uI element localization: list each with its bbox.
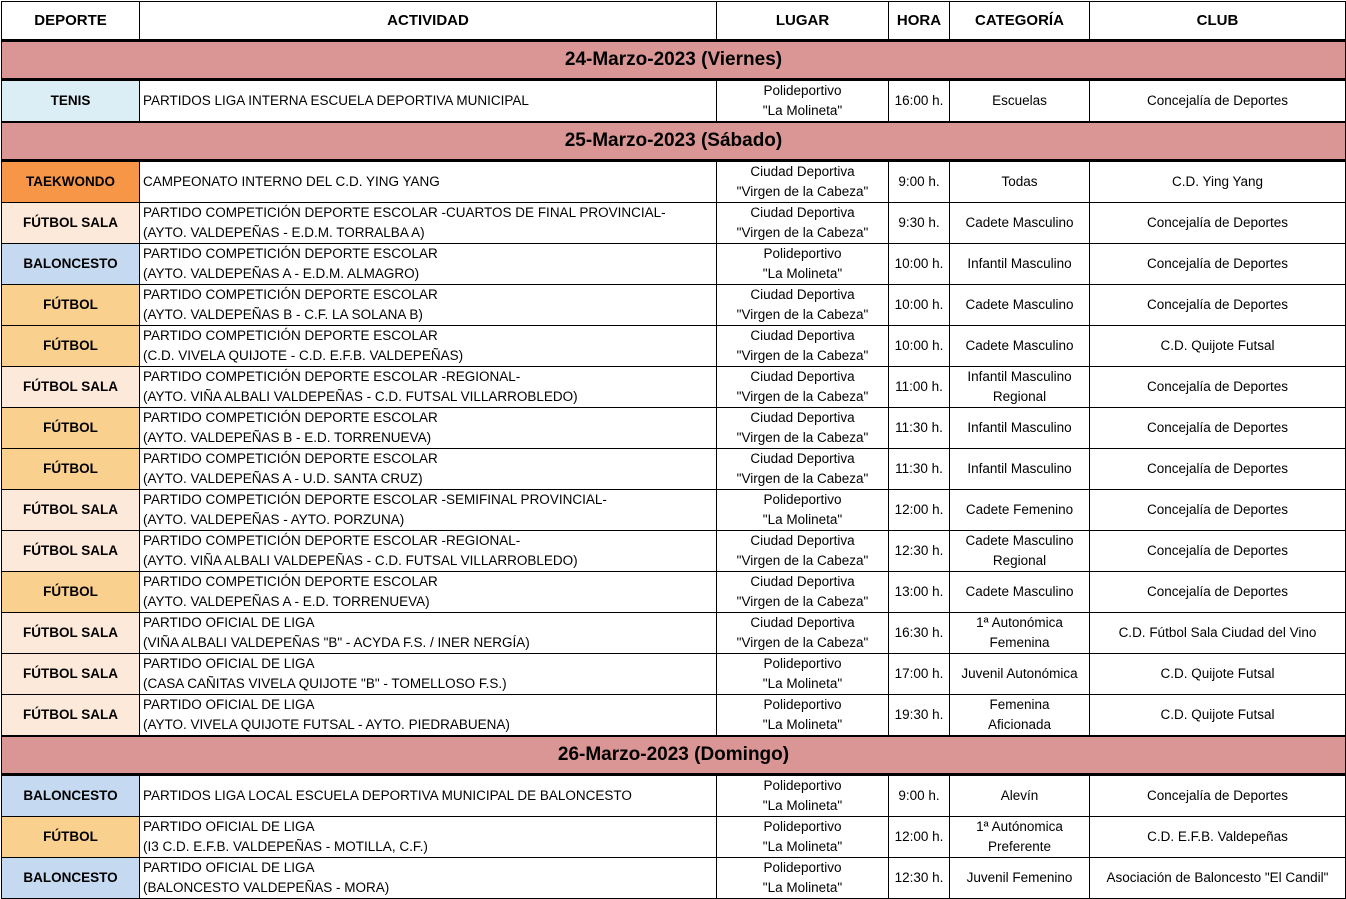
sport-cell: BALONCESTO <box>2 775 140 817</box>
time-cell: 19:30 h. <box>889 695 950 737</box>
activity-cell <box>140 695 717 737</box>
category-cell <box>950 244 1090 285</box>
venue-line-1: Ciudad Deportiva <box>750 533 855 548</box>
category-cell <box>950 817 1090 858</box>
venue-cell <box>717 613 889 654</box>
event-row <box>2 654 1346 695</box>
activity-line-2: (CASA CAÑITAS VIVELA QUIJOTE "B" - TOMELLOSO F.S.) <box>143 676 507 691</box>
club-cell: Concejalía de Deportes <box>1090 408 1346 449</box>
venue-cell <box>717 490 889 531</box>
category-line-2: Regional <box>992 389 1047 404</box>
event-row <box>2 858 1346 899</box>
event-row <box>2 613 1346 654</box>
club-cell: C.D. Ying Yang <box>1090 161 1346 203</box>
venue-line-2: "Virgen de la Cabeza" <box>736 307 869 322</box>
activity-line-2: (AYTO. VALDEPEÑAS A - E.D. TORRENUEVA) <box>143 594 430 609</box>
activity-line-2: (I3 C.D. E.F.B. VALDEPEÑAS - MOTILLA, C.F.) <box>143 839 428 854</box>
activity-cell <box>140 775 717 817</box>
category-line-2: Aficionada <box>987 717 1052 732</box>
activity-cell <box>140 326 717 367</box>
sport-cell: BALONCESTO <box>2 858 140 899</box>
category-line-1: Cadete Masculino <box>965 533 1074 548</box>
category-cell <box>950 449 1090 490</box>
venue-line-2: "Virgen de la Cabeza" <box>736 553 869 568</box>
category-line-1: Escuelas <box>992 93 1047 108</box>
venue-line-1: Ciudad Deportiva <box>750 205 855 220</box>
venue-cell <box>717 572 889 613</box>
activity-line-2: (AYTO. VALDEPEÑAS A - U.D. SANTA CRUZ) <box>143 471 423 486</box>
day-title: 24-Marzo-2023 (Viernes) <box>2 41 1346 80</box>
activity-line-2: (AYTO. VALDEPEÑAS B - C.F. LA SOLANA B) <box>143 307 423 322</box>
venue-line-1: Ciudad Deportiva <box>750 328 855 343</box>
activity-line-2: (VIÑA ALBALI VALDEPEÑAS "B" - ACYDA F.S. / INER NERGÍA) <box>143 635 530 650</box>
day-header-row <box>2 736 1346 775</box>
activity-line-1: PARTIDO COMPETICIÓN DEPORTE ESCOLAR <box>143 328 438 343</box>
time-cell: 16:00 h. <box>889 80 950 123</box>
event-row <box>2 244 1346 285</box>
activity-cell <box>140 408 717 449</box>
time-cell: 11:00 h. <box>889 367 950 408</box>
category-cell <box>950 654 1090 695</box>
activity-line-2: (BALONCESTO VALDEPEÑAS - MORA) <box>143 880 390 895</box>
category-line-2: Femenina <box>989 635 1050 650</box>
day-title: 26-Marzo-2023 (Domingo) <box>2 736 1346 775</box>
venue-line-2: "La Molineta" <box>762 103 843 118</box>
event-row <box>2 326 1346 367</box>
category-line-1: Infantil Masculino <box>967 369 1072 384</box>
activity-line-1: PARTIDO COMPETICIÓN DEPORTE ESCOLAR -CUARTOS DE FINAL PROVINCIAL- <box>143 205 666 220</box>
venue-cell <box>717 408 889 449</box>
venue-cell <box>717 203 889 244</box>
category-cell <box>950 326 1090 367</box>
time-cell: 10:00 h. <box>889 326 950 367</box>
category-line-1: Femenina <box>989 697 1050 712</box>
sport-cell: FÚTBOL SALA <box>2 531 140 572</box>
venue-cell <box>717 326 889 367</box>
category-cell <box>950 695 1090 737</box>
category-cell <box>950 858 1090 899</box>
venue-line-2: "Virgen de la Cabeza" <box>736 471 869 486</box>
sport-cell: FÚTBOL <box>2 326 140 367</box>
activity-cell <box>140 161 717 203</box>
venue-cell <box>717 285 889 326</box>
activity-line-1: PARTIDO OFICIAL DE LIGA <box>143 860 315 875</box>
time-cell: 12:30 h. <box>889 531 950 572</box>
club-cell: Concejalía de Deportes <box>1090 203 1346 244</box>
activity-cell <box>140 244 717 285</box>
sport-cell: TENIS <box>2 80 140 123</box>
activity-line-1: PARTIDOS LIGA LOCAL ESCUELA DEPORTIVA MUNICIPAL DE BALONCESTO <box>143 788 632 803</box>
venue-cell <box>717 449 889 490</box>
sport-cell: TAEKWONDO <box>2 161 140 203</box>
time-cell: 11:30 h. <box>889 408 950 449</box>
venue-line-1: Ciudad Deportiva <box>750 369 855 384</box>
venue-cell <box>717 775 889 817</box>
club-cell: Concejalía de Deportes <box>1090 449 1346 490</box>
venue-line-2: "Virgen de la Cabeza" <box>736 430 869 445</box>
category-cell <box>950 572 1090 613</box>
venue-line-2: "La Molineta" <box>762 512 843 527</box>
venue-line-1: Ciudad Deportiva <box>750 574 855 589</box>
venue-line-2: "Virgen de la Cabeza" <box>736 184 869 199</box>
event-row <box>2 285 1346 326</box>
venue-line-2: "La Molineta" <box>762 676 843 691</box>
event-row <box>2 449 1346 490</box>
venue-line-1: Ciudad Deportiva <box>750 164 855 179</box>
category-cell <box>950 490 1090 531</box>
club-cell: Concejalía de Deportes <box>1090 367 1346 408</box>
venue-line-2: "Virgen de la Cabeza" <box>736 594 869 609</box>
time-cell: 12:30 h. <box>889 858 950 899</box>
schedule-body <box>2 41 1346 899</box>
sport-cell: FÚTBOL SALA <box>2 367 140 408</box>
activity-cell <box>140 531 717 572</box>
time-cell: 10:00 h. <box>889 244 950 285</box>
club-cell: Concejalía de Deportes <box>1090 531 1346 572</box>
venue-line-2: "La Molineta" <box>762 266 843 281</box>
venue-line-1: Polideportivo <box>763 778 842 793</box>
club-cell: Concejalía de Deportes <box>1090 775 1346 817</box>
event-row <box>2 203 1346 244</box>
event-row <box>2 80 1346 123</box>
venue-line-1: Ciudad Deportiva <box>750 615 855 630</box>
venue-line-2: "Virgen de la Cabeza" <box>736 348 869 363</box>
activity-line-1: PARTIDO COMPETICIÓN DEPORTE ESCOLAR <box>143 574 438 589</box>
activity-cell <box>140 858 717 899</box>
category-line-1: 1ª Autónomica <box>976 819 1063 834</box>
activity-cell <box>140 367 717 408</box>
activity-line-1: PARTIDO OFICIAL DE LIGA <box>143 615 315 630</box>
activity-line-2: (AYTO. VALDEPEÑAS A - E.D.M. ALMAGRO) <box>143 266 420 281</box>
category-cell <box>950 285 1090 326</box>
venue-line-2: "Virgen de la Cabeza" <box>736 225 869 240</box>
sport-cell: FÚTBOL SALA <box>2 613 140 654</box>
venue-line-1: Polideportivo <box>763 697 842 712</box>
venue-line-1: Ciudad Deportiva <box>750 410 855 425</box>
sport-cell: FÚTBOL SALA <box>2 203 140 244</box>
day-title: 25-Marzo-2023 (Sábado) <box>2 122 1346 161</box>
venue-cell <box>717 817 889 858</box>
activity-line-2: (AYTO. VALDEPEÑAS - AYTO. PORZUNA) <box>143 512 405 527</box>
activity-line-2: (AYTO. VALDEPEÑAS B - E.D. TORRENUEVA) <box>143 430 432 445</box>
activity-cell <box>140 80 717 123</box>
category-line-1: Alevín <box>1000 788 1039 803</box>
venue-cell <box>717 161 889 203</box>
event-row <box>2 531 1346 572</box>
venue-line-2: "La Molineta" <box>762 839 843 854</box>
category-line-1: Cadete Femenino <box>965 502 1074 517</box>
day-header-row <box>2 41 1346 80</box>
activity-line-2: (AYTO. VIVELA QUIJOTE FUTSAL - AYTO. PIEDRABUENA) <box>143 717 510 732</box>
category-cell <box>950 203 1090 244</box>
header-deporte: DEPORTE <box>2 2 140 41</box>
time-cell: 12:00 h. <box>889 817 950 858</box>
activity-cell <box>140 285 717 326</box>
category-line-1: Cadete Masculino <box>965 338 1074 353</box>
club-cell: Concejalía de Deportes <box>1090 285 1346 326</box>
club-cell: Concejalía de Deportes <box>1090 80 1346 123</box>
category-line-1: Cadete Masculino <box>965 215 1074 230</box>
time-cell: 9:30 h. <box>889 203 950 244</box>
sport-cell: FÚTBOL <box>2 449 140 490</box>
club-cell: C.D. Quijote Futsal <box>1090 654 1346 695</box>
sport-cell: FÚTBOL <box>2 285 140 326</box>
category-cell <box>950 80 1090 123</box>
event-row <box>2 775 1346 817</box>
time-cell: 9:00 h. <box>889 775 950 817</box>
header-actividad: ACTIVIDAD <box>140 2 717 41</box>
activity-line-2: (C.D. VIVELA QUIJOTE - C.D. E.F.B. VALDEPEÑAS) <box>143 348 464 363</box>
category-cell <box>950 161 1090 203</box>
activity-line-1: PARTIDO OFICIAL DE LIGA <box>143 656 315 671</box>
event-row <box>2 408 1346 449</box>
activity-line-1: PARTIDO COMPETICIÓN DEPORTE ESCOLAR <box>143 287 438 302</box>
venue-line-2: "Virgen de la Cabeza" <box>736 389 869 404</box>
category-line-1: Infantil Masculino <box>967 256 1072 271</box>
category-line-1: Juvenil Femenino <box>966 870 1073 885</box>
venue-line-1: Polideportivo <box>763 83 842 98</box>
category-cell <box>950 367 1090 408</box>
category-line-1: Cadete Masculino <box>965 297 1074 312</box>
venue-cell <box>717 244 889 285</box>
time-cell: 10:00 h. <box>889 285 950 326</box>
sport-cell: FÚTBOL SALA <box>2 695 140 737</box>
club-cell: Concejalía de Deportes <box>1090 572 1346 613</box>
schedule-table <box>1 1 1346 899</box>
activity-line-1: PARTIDO COMPETICIÓN DEPORTE ESCOLAR -REGIONAL- <box>143 533 521 548</box>
venue-line-2: "La Molineta" <box>762 880 843 895</box>
time-cell: 11:30 h. <box>889 449 950 490</box>
activity-line-1: PARTIDO COMPETICIÓN DEPORTE ESCOLAR <box>143 410 438 425</box>
category-line-2: Regional <box>992 553 1047 568</box>
club-cell: Asociación de Baloncesto "El Candil" <box>1090 858 1346 899</box>
category-cell <box>950 775 1090 817</box>
sport-cell: FÚTBOL <box>2 408 140 449</box>
activity-cell <box>140 449 717 490</box>
activity-cell <box>140 203 717 244</box>
activity-line-1: PARTIDO COMPETICIÓN DEPORTE ESCOLAR -REGIONAL- <box>143 369 521 384</box>
club-cell: Concejalía de Deportes <box>1090 490 1346 531</box>
time-cell: 13:00 h. <box>889 572 950 613</box>
category-line-1: Cadete Masculino <box>965 584 1074 599</box>
category-line-1: Infantil Masculino <box>967 420 1072 435</box>
venue-cell <box>717 695 889 737</box>
venue-cell <box>717 858 889 899</box>
venue-line-1: Ciudad Deportiva <box>750 451 855 466</box>
event-row <box>2 161 1346 203</box>
event-row <box>2 817 1346 858</box>
sport-cell: FÚTBOL <box>2 817 140 858</box>
venue-cell <box>717 367 889 408</box>
event-row <box>2 572 1346 613</box>
event-row <box>2 490 1346 531</box>
category-cell <box>950 531 1090 572</box>
venue-line-2: "La Molineta" <box>762 798 843 813</box>
club-cell: C.D. E.F.B. Valdepeñas <box>1090 817 1346 858</box>
time-cell: 16:30 h. <box>889 613 950 654</box>
venue-line-1: Polideportivo <box>763 246 842 261</box>
time-cell: 9:00 h. <box>889 161 950 203</box>
header-hora: HORA <box>889 2 950 41</box>
club-cell: C.D. Quijote Futsal <box>1090 326 1346 367</box>
category-line-1: Infantil Masculino <box>967 461 1072 476</box>
activity-line-1: PARTIDOS LIGA INTERNA ESCUELA DEPORTIVA MUNICIPAL <box>143 93 529 108</box>
activity-cell <box>140 613 717 654</box>
sport-cell: FÚTBOL SALA <box>2 490 140 531</box>
activity-cell <box>140 490 717 531</box>
sport-cell: FÚTBOL <box>2 572 140 613</box>
activity-line-1: PARTIDO OFICIAL DE LIGA <box>143 697 315 712</box>
club-cell: C.D. Quijote Futsal <box>1090 695 1346 737</box>
activity-cell <box>140 572 717 613</box>
category-cell <box>950 613 1090 654</box>
venue-line-1: Ciudad Deportiva <box>750 287 855 302</box>
activity-cell <box>140 817 717 858</box>
category-line-1: Juvenil Autonómica <box>961 666 1078 681</box>
venue-line-1: Polideportivo <box>763 819 842 834</box>
venue-line-2: "La Molineta" <box>762 717 843 732</box>
day-header-row <box>2 122 1346 161</box>
activity-line-2: (AYTO. VIÑA ALBALI VALDEPEÑAS - C.D. FUTSAL VILLARROBLEDO) <box>143 553 578 568</box>
header-categoria: CATEGORÍA <box>950 2 1090 41</box>
activity-line-1: PARTIDO OFICIAL DE LIGA <box>143 819 315 834</box>
header-row <box>2 2 1346 41</box>
time-cell: 17:00 h. <box>889 654 950 695</box>
activity-line-2: (AYTO. VIÑA ALBALI VALDEPEÑAS - C.D. FUTSAL VILLARROBLEDO) <box>143 389 578 404</box>
activity-line-1: PARTIDO COMPETICIÓN DEPORTE ESCOLAR <box>143 246 438 261</box>
club-cell: Concejalía de Deportes <box>1090 244 1346 285</box>
category-line-2: Preferente <box>987 839 1052 854</box>
time-cell: 12:00 h. <box>889 490 950 531</box>
activity-line-1: CAMPEONATO INTERNO DEL C.D. YING YANG <box>143 174 440 189</box>
venue-line-1: Polideportivo <box>763 860 842 875</box>
category-cell <box>950 408 1090 449</box>
venue-line-2: "Virgen de la Cabeza" <box>736 635 869 650</box>
header-club: CLUB <box>1090 2 1346 41</box>
header-lugar: LUGAR <box>717 2 889 41</box>
venue-line-1: Polideportivo <box>763 656 842 671</box>
activity-line-2: (AYTO. VALDEPEÑAS - E.D.M. TORRALBA A) <box>143 225 425 240</box>
event-row <box>2 367 1346 408</box>
activity-cell <box>140 654 717 695</box>
venue-line-1: Polideportivo <box>763 492 842 507</box>
activity-line-1: PARTIDO COMPETICIÓN DEPORTE ESCOLAR -SEMIFINAL PROVINCIAL- <box>143 492 607 507</box>
sport-cell: FÚTBOL SALA <box>2 654 140 695</box>
activity-line-1: PARTIDO COMPETICIÓN DEPORTE ESCOLAR <box>143 451 438 466</box>
event-row <box>2 695 1346 737</box>
venue-cell <box>717 654 889 695</box>
venue-cell <box>717 80 889 123</box>
venue-cell <box>717 531 889 572</box>
club-cell: C.D. Fútbol Sala Ciudad del Vino <box>1090 613 1346 654</box>
category-line-1: Todas <box>1001 174 1038 189</box>
category-line-1: 1ª Autonómica <box>976 615 1063 630</box>
sport-cell: BALONCESTO <box>2 244 140 285</box>
